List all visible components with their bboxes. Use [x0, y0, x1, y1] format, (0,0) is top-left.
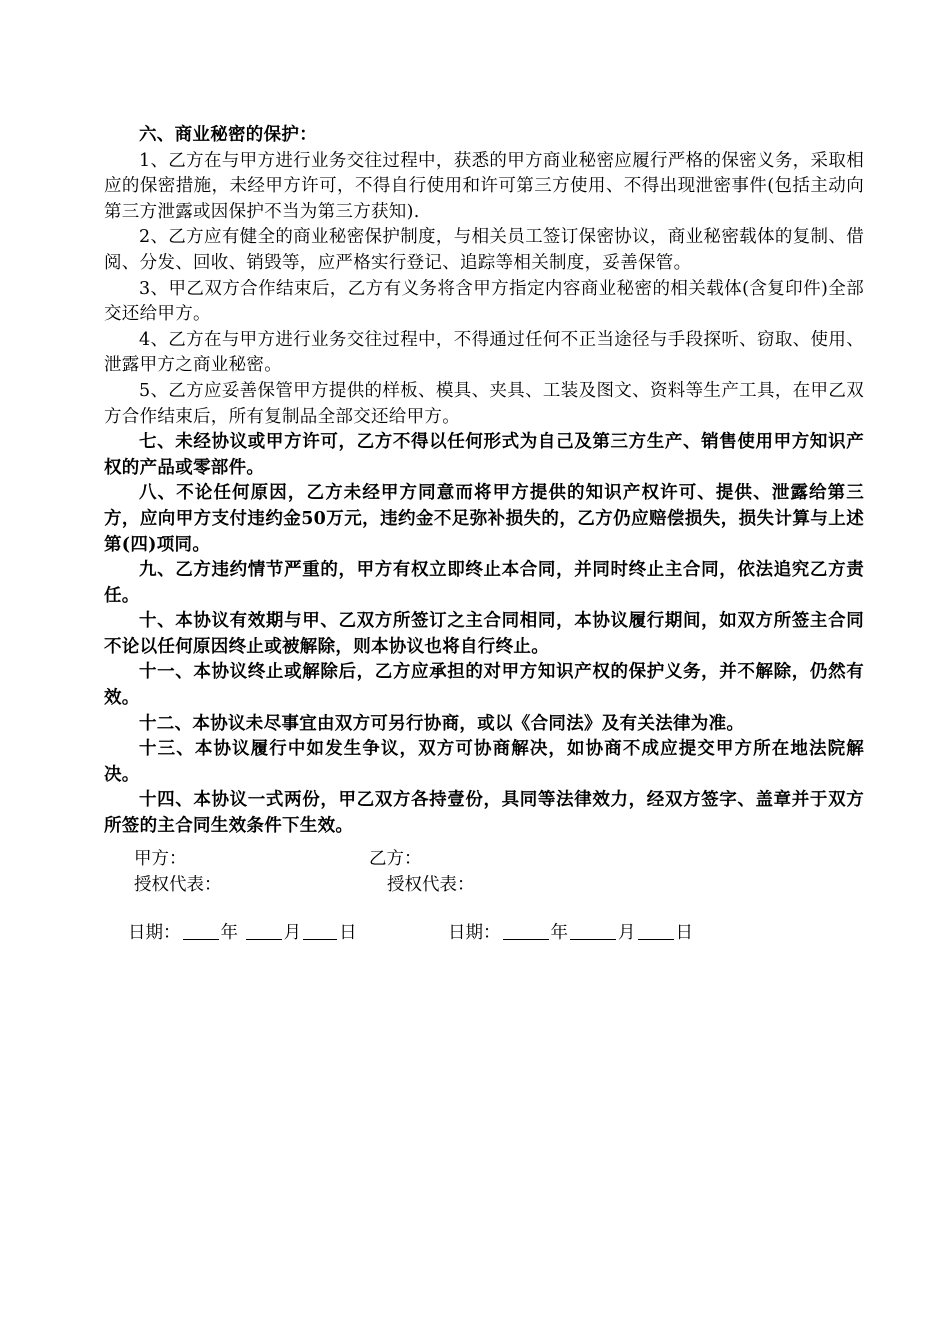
month-label: 月	[618, 923, 636, 943]
clause-paragraph: 十二、本协议未尽事宜由双方可另行协商，或以《合同法》及有关法律为准。	[139, 713, 745, 734]
day-label: 日	[339, 923, 357, 943]
party-b-representative-label: 授权代表：	[387, 875, 475, 895]
agreement-body	[104, 123, 864, 840]
clause-paragraph: 十四、本协议一式两份，甲乙双方各持壹份，具同等法律效力，经双方签字、盖章并于双方所签的主合同生效条件下生效。	[104, 790, 864, 837]
clause-paragraph: 七、未经协议或甲方许可，乙方不得以任何形式为自己及第三方生产、销售使用甲方知识产权的产品或零部件。	[104, 432, 864, 478]
month-blank	[570, 921, 616, 940]
clause-paragraph: 十三、本协议履行中如发生争议，双方可协商解决，如协商不成应提交甲方所在地法院解决。	[104, 739, 864, 785]
day-label: 日	[675, 923, 693, 943]
clause-paragraph: 十、本协议有效期与甲、乙双方所签订之主合同相同，本协议履行期间，如双方所签主合同不论以任何原因终止或被解除，则本协议也将自行终止。	[104, 611, 864, 657]
year-blank	[183, 921, 219, 940]
party-a-date-line	[128, 920, 357, 946]
date-label: 日期：	[448, 923, 501, 943]
clause-paragraph: 5、乙方应妥善保管甲方提供的样板、模具、夹具、工装及图文、资料等生产工具，在甲乙双方合作结束后，所有复制品全部交还给甲方。	[104, 380, 864, 427]
party-b-label: 乙方：	[369, 849, 422, 869]
year-label: 年	[220, 923, 238, 943]
year-label: 年	[550, 923, 568, 943]
year-blank	[503, 921, 549, 940]
month-label: 月	[283, 923, 302, 943]
clause-paragraph: 九、乙方违约情节严重的，甲方有权立即终止本合同，并同时终止主合同，依法追究乙方责任。	[104, 560, 864, 606]
party-a-label: 甲方：	[134, 849, 187, 869]
day-blank	[303, 921, 337, 940]
clause-paragraph: 4、乙方在与甲方进行业务交往过程中，不得通过任何不正当途径与手段探听、窃取、使用、泄露甲方之商业秘密。	[104, 329, 864, 376]
clause-paragraph: 1、乙方在与甲方进行业务交往过程中，获悉的甲方商业秘密应履行严格的保密义务，采取相应的保密措施，未经甲方许可，不得自行使用和许可第三方使用、不得出现泄密事件(包括主动向第三方泄露或因保护不当为第三方获知).	[104, 150, 864, 222]
party-a-representative-label: 授权代表：	[134, 875, 222, 895]
clause-paragraph: 3、甲乙双方合作结束后，乙方有义务将含甲方指定内容商业秘密的相关载体(含复印件)全部交还给甲方。	[104, 278, 864, 325]
clause-paragraph: 十一、本协议终止或解除后，乙方应承担的对甲方知识产权的保护义务，并不解除，仍然有效。	[104, 662, 864, 709]
day-blank	[638, 921, 674, 940]
party-b-date-line	[448, 920, 693, 946]
month-blank	[246, 921, 282, 940]
clause-paragraph: 2、乙方应有健全的商业秘密保护制度，与相关员工签订保密协议，商业秘密载体的复制、借阅、分发、回收、销毁等，应严格实行登记、追踪等相关制度，妥善保管。	[104, 227, 864, 273]
date-label: 日期：	[128, 923, 181, 943]
section-heading: 六、商业秘密的保护：	[139, 125, 317, 145]
clause-paragraph: 八、不论任何原因，乙方未经甲方同意而将甲方提供的知识产权许可、提供、泄露给第三方，应向甲方支付违约金50万元，违约金不足弥补损失的，乙方仍应赔偿损失，损失计算与上述第(四)项同。	[104, 483, 864, 555]
